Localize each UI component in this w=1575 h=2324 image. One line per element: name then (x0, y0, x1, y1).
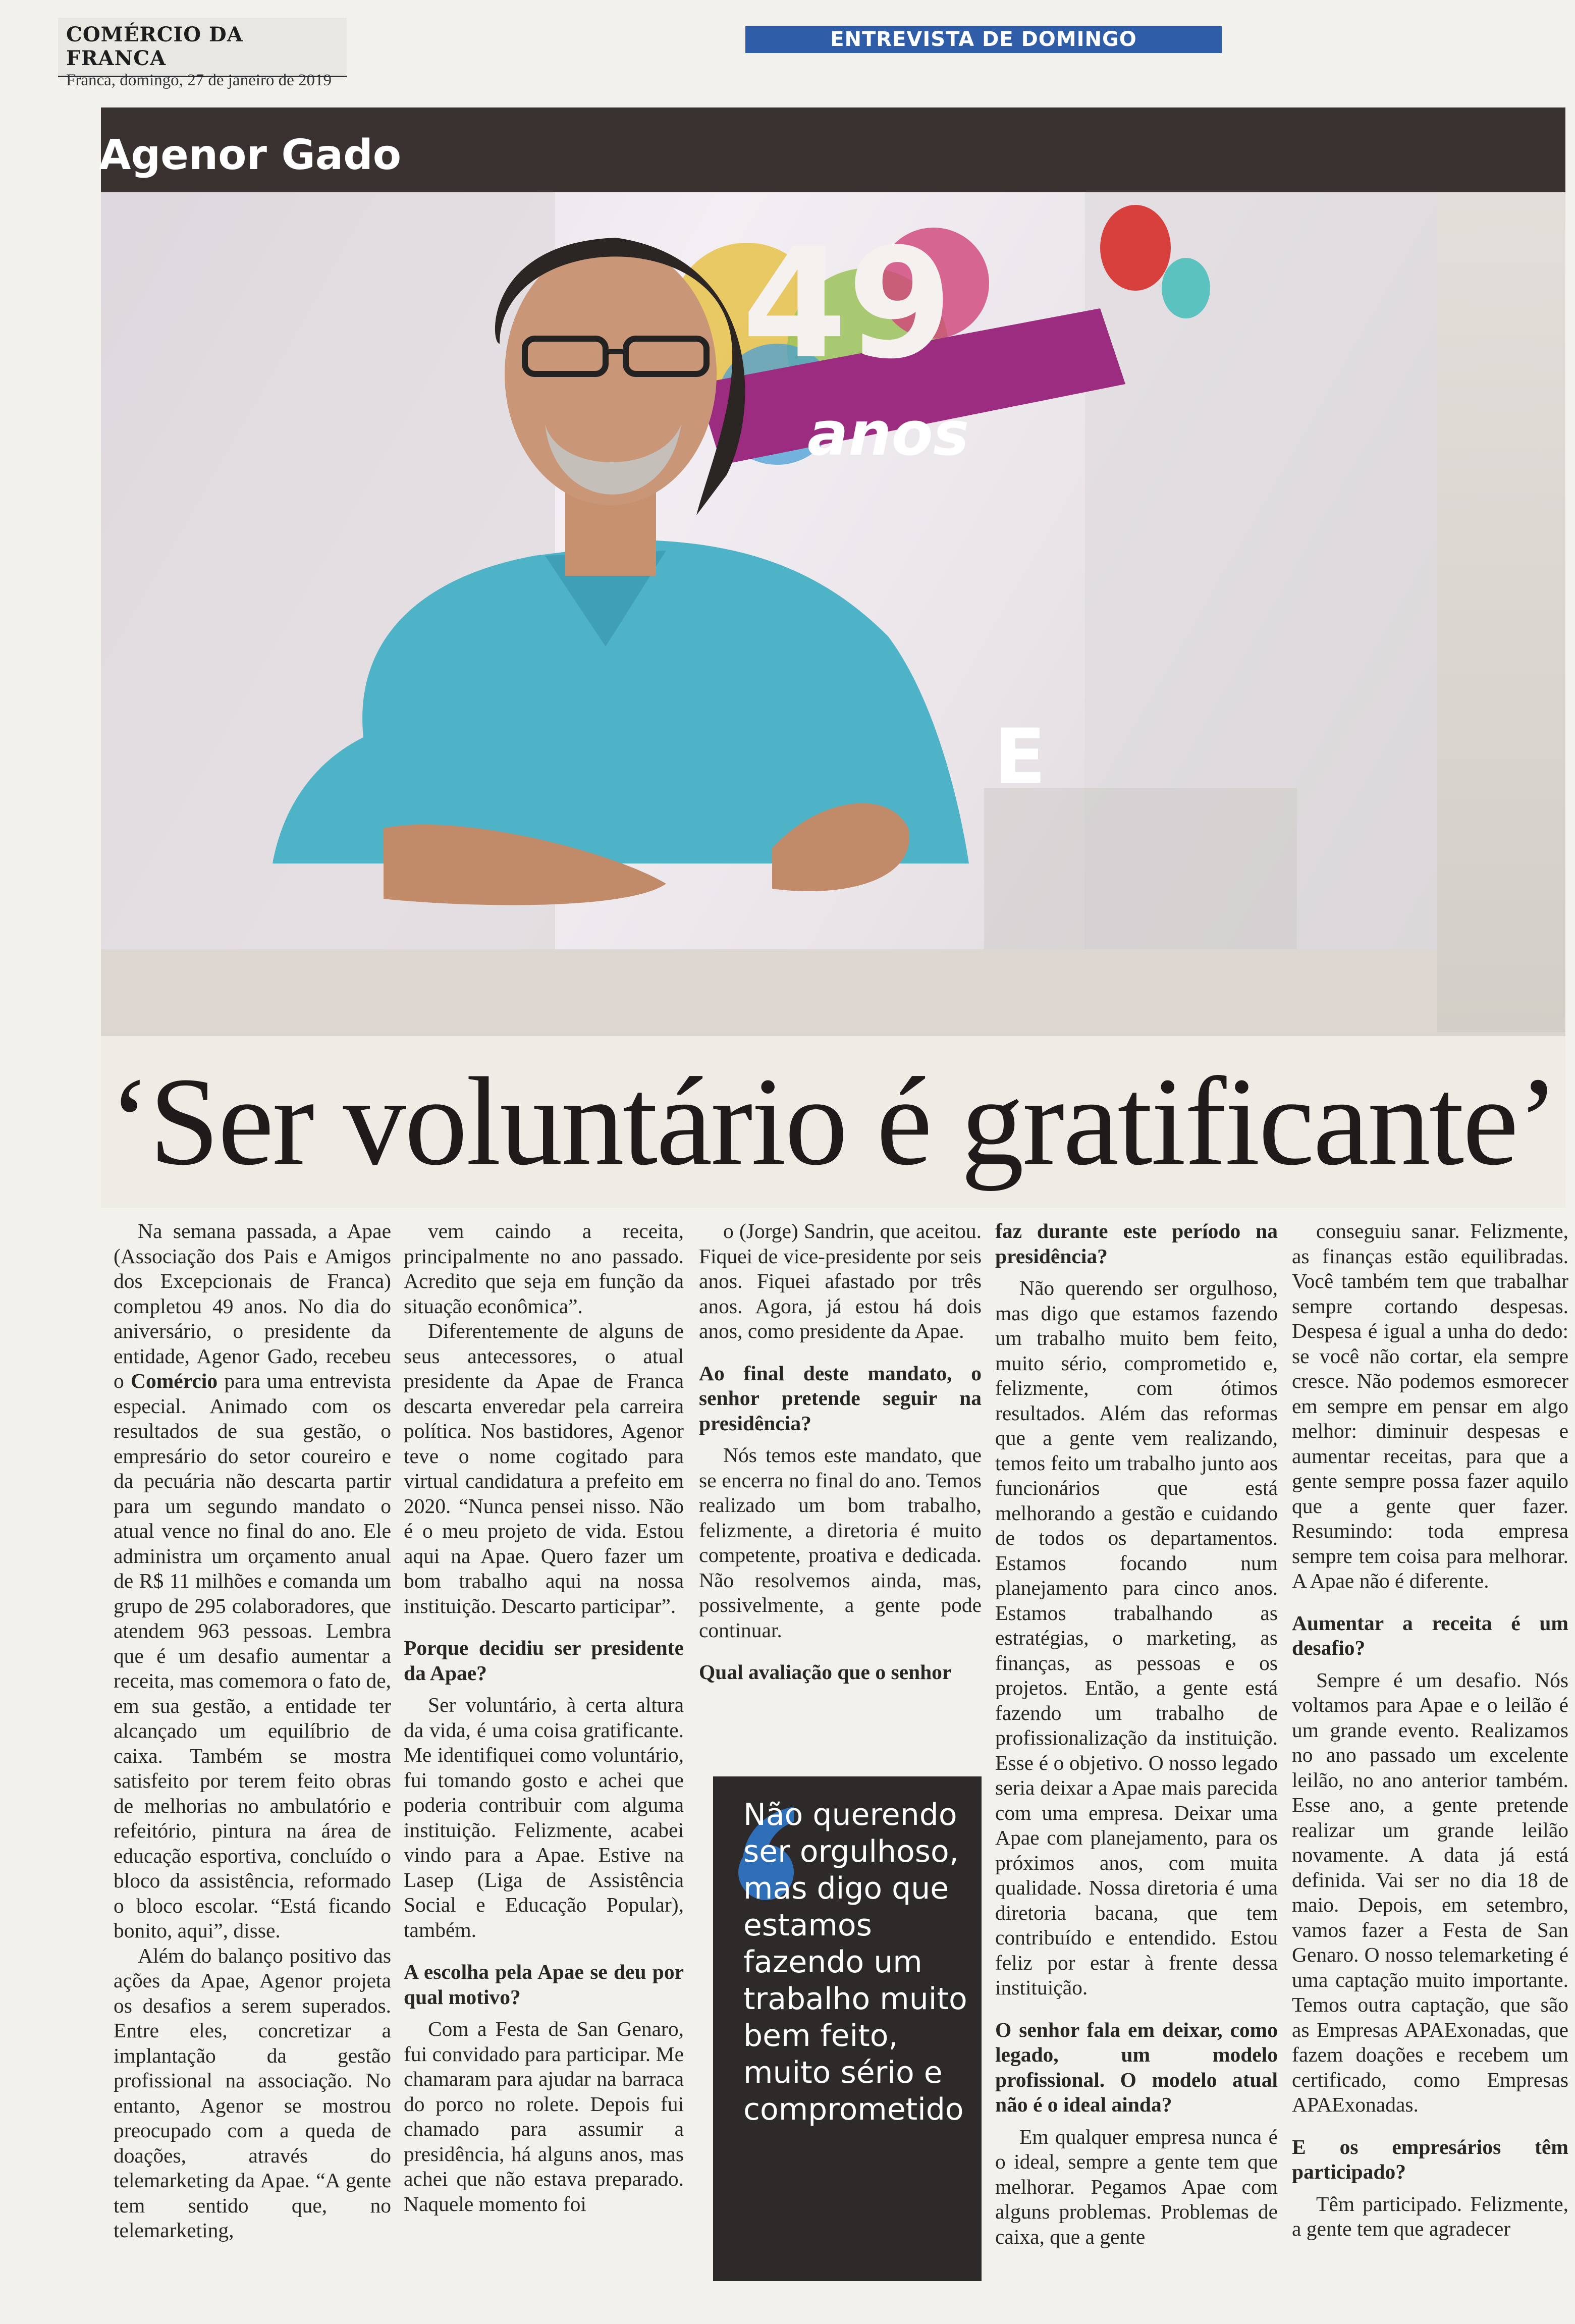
headline: ‘Ser voluntário é gratificante’ (101, 1036, 1565, 1208)
interview-question: Ao final deste mandato, o senhor pretende seguir na presidência? (699, 1361, 982, 1435)
interview-answer: Ser voluntário, à certa altura da vida, é uma coisa gratificante. Me identifiquei como voluntário, fui tomando gosto e achei que poderia contribuir com alguma instituição. Felizmente, acabei vindo para a Apae. Estive na Lasep (Liga de Assistência Social e Educação Popular), também. (404, 1693, 684, 1941)
paragraph: Além do balanço positivo das ações da Apae, Agenor projeta os desafios a serem superados. Entre eles, concretizar a implantação da gestão profissional na associação. No entanto, Agenor se mostrou preocupado com a queda de doações, através do telemarketing da Apae. “A gente tem sentido que, no telemarketing, (114, 1943, 391, 2242)
article-column-1 (114, 1219, 391, 2243)
interview-answer: Em qualquer empresa nunca é o ideal, sempre a gente tem que melhorar. Pegamos Apae com alguns problemas. Problemas de caixa, que a gente (995, 2125, 1278, 2248)
backdrop-letter: E (994, 713, 1046, 801)
photo-illustration (101, 192, 1437, 1032)
interview-question: A escolha pela Apae se deu por qual motivo? (404, 1960, 684, 2009)
article-column-2 (404, 1219, 684, 2217)
article-column-3 (699, 1219, 982, 1692)
newspaper-name: COMÉRCIO DA FRANCA (66, 23, 243, 70)
interview-answer: Têm participado. Felizmente, a gente tem que agradecer (1292, 2192, 1568, 2240)
interview-answer: Sempre é um desafio. Nós voltamos para Apae e o leilão é um grande evento. Realizamos no ano passado um excelente leilão, no ano anterior também. Esse ano, a gente pretende realizar um grande leilão novamente. A data já está definida. Vai ser no dia 18 de maio. Depois, em setembro, vamos fazer a Festa de San Genaro. O nosso telemarketing é uma captação muito importante. Temos outra captação, que são as Empresas APAExonadas, que fazem doações e recebem um certificado, como Empresas APAExonadas. (1292, 1668, 1568, 2116)
interview-question: Aumentar a receita é um desafio? (1292, 1611, 1568, 1659)
masthead (58, 18, 347, 89)
photo-right-strip (1437, 192, 1565, 1032)
pull-quote-box (713, 1776, 982, 2281)
interviewee-name: Agenor Gado (99, 131, 402, 179)
interview-photo (101, 192, 1437, 1032)
article-column-5 (1292, 1219, 1568, 2242)
interview-question: E os empresários têm participado? (1292, 2135, 1568, 2183)
badge-number: 49 (742, 216, 953, 392)
interview-question: Qual avaliação que o senhor (699, 1660, 952, 1684)
interview-question: faz durante este período na presidência? (995, 1219, 1278, 1268)
paragraph: vem caindo a receita, principalmente no ano passado. Acredito que seja em função da situação econômica”. (404, 1219, 684, 1318)
article-column-4 (995, 1219, 1278, 2249)
section-tag: ENTREVISTA DE DOMINGO (745, 26, 1222, 53)
intro-text-b: para uma entrevista especial. Animado com os resultados de sua gestão, o empresário do setor coureiro e da pecuária não descarta partir para um segundo mandato o atual vence no final do ano. Ele administra um orçamento anual de R$ 11 milhões e comanda um grupo de 295 colaboradores, que atendem 963 pessoas. Lembra que é um desafio aumentar a receita, mas comemora o fato de, em sua gestão, a entidade ter alcançado um equilíbrio de caixa. Também se mostra satisfeito por terem feito obras de melhorias no ambulatório e refeitório, pintura na área de educação esportiva, concluído o bloco da assistência, reformado o bloco escolar. “Está ficando bonito, aqui”, disse. (114, 1369, 391, 1942)
interview-answer: Com a Festa de San Genaro, fui convidado para participar. Me chamaram para ajudar na barraca do porco no rolete. Depois fui chamado para assumir a presidência, há alguns anos, mas achei que não estava preparado. Naquele momento foi (404, 2017, 684, 2215)
badge-word: anos (807, 399, 969, 469)
edition-date: Franca, domingo, 27 de janeiro de 2019 (66, 71, 332, 89)
interview-answer: Nós temos este mandato, que se encerra no final do ano. Temos realizado um bom trabalho, felizmente, a diretoria é muito competente, proativa e dedicada. Não resolvemos ainda, mas, possivelmente, a gente pode continuar. (699, 1443, 982, 1642)
interview-answer: Não querendo ser orgulhoso, mas digo que estamos fazendo um trabalho muito bem feito, muito sério, comprometido e, felizmente, com ótimos resultados. Além das reformas que a gente vem realizando, temos feito um trabalho junto aos funcionários que está melhorando a gestão e cuidando de todos os departamentos. Estamos focando num planejamento para cinco anos. Estamos trabalhando as estratégias, o marketing, as finanças, as pessoas e os projetos. Então, a gente está fazendo um trabalho de profissionalização da instituição. Esse é o objetivo. O nosso legado seria deixar a Apae mais parecida com uma empresa. Deixar uma Apae com planejamento, para os próximos anos, com muita qualidade. Nossa diretoria é uma diretoria bacana, que tem contribuído e entendido. Estou feliz por estar à frente dessa instituição. (995, 1276, 1278, 1999)
interview-question: Porque decidiu ser presidente da Apae? (404, 1636, 684, 1685)
interview-question: O senhor fala em deixar, como legado, um modelo profissional. O modelo atual não é o ideal ainda? (995, 2018, 1278, 2116)
paragraph: Diferentemente de alguns de seus antecessores, o atual presidente da Apae de Franca descarta enveredar pela carreira política. Nos bastidores, Agenor teve o nome cogitado para virtual candidatura a prefeito em 2020. “Nunca pensei nisso. Não é o meu projeto de vida. Estou aqui na Apae. Quero fazer um bom trabalho aqui na nossa instituição. Descarto participar”. (404, 1319, 684, 1617)
paragraph: o (Jorge) Sandrin, que aceitou. Fiquei de vice-presidente por seis anos. Fiquei afastado por três anos. Agora, já estou há dois anos, como presidente da Apae. (699, 1219, 982, 1342)
intro-paragraph (114, 1219, 391, 1943)
newspaper-mention: Comércio (131, 1369, 218, 1392)
paragraph: conseguiu sanar. Felizmente, as finanças estão equilibradas. Você também tem que trabalhar sempre cortando despesas. Despesa é igual a unha do dedo: se você não cortar, ela sempre cresce. Não podemos esmorecer em sempre em pensar em algo melhor: diminuir despesas e aumentar receitas, para que a gente sempre possa fazer aquilo que a gente quer fazer. Resumindo: toda empresa sempre tem coisa para melhorar. A Apae não é diferente. (1292, 1219, 1568, 1592)
pull-quote-text: Não querendo ser orgulhoso, mas digo que estamos fazendo um trabalho muito bem feito, muito sério e comprometido (743, 1797, 967, 2127)
intro-text-a: Na semana passada, a Apae (Associação dos Pais e Amigos dos Excepcionais de Franca) completou 49 anos. No dia do aniversário, o presidente da entidade, Agenor Gado, recebeu o (114, 1219, 391, 1392)
